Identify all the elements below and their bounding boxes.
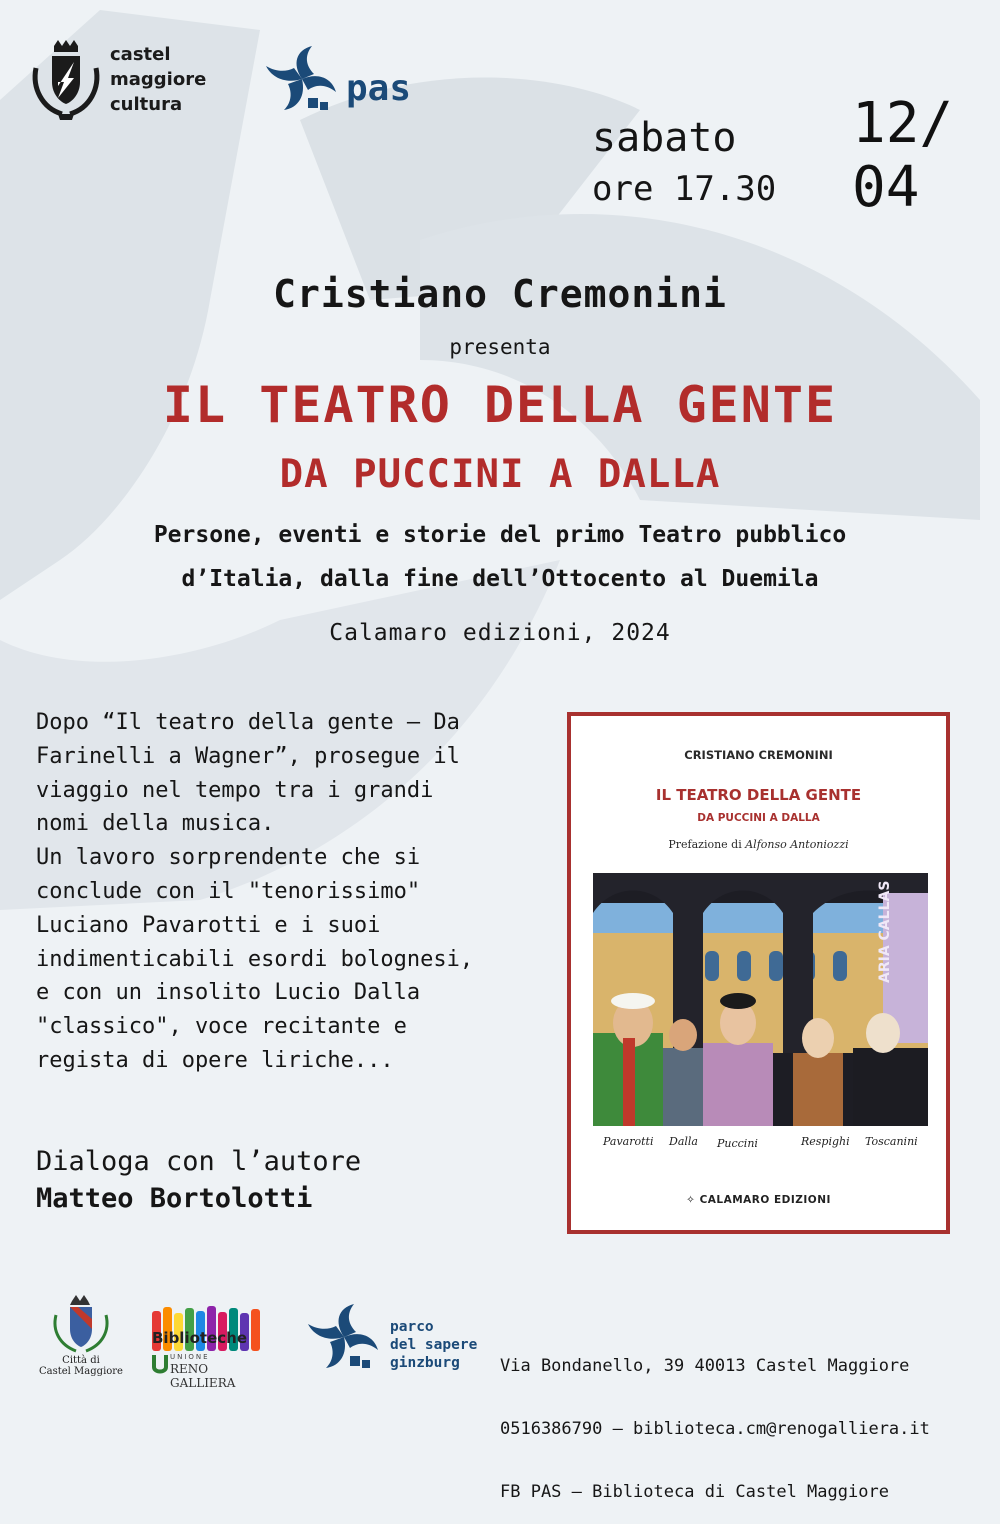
city-caption-1: Città di <box>62 1355 100 1366</box>
pas-text-del-sapere: del sapere <box>390 1337 478 1353</box>
author-name: Cristiano Cremonini <box>273 272 727 316</box>
calamaro-icon: ✧ <box>686 1194 696 1206</box>
book-description <box>0 513 1000 601</box>
logo-text-castel: castel <box>110 44 171 65</box>
publisher-line: Calamaro edizioni, 2024 <box>329 620 671 646</box>
description-line-1: Persone, eventi e storie del primo Teatro pubblico <box>153 522 847 548</box>
crest-icon <box>28 38 104 122</box>
description-line-2: d’Italia, dalla fine dell’Ottocento al Duemila <box>181 566 819 592</box>
signature-respighi: Respighi <box>801 1135 850 1148</box>
logo-text-cultura: cultura <box>110 94 183 115</box>
cover-signatures <box>593 1128 928 1154</box>
cover-publisher <box>571 1194 946 1206</box>
cover-title: IL TEATRO DELLA GENTE <box>655 786 862 804</box>
unione-text: UNIONE <box>170 1353 210 1361</box>
event-date <box>852 92 953 220</box>
signature-dalla: Dalla <box>669 1135 698 1148</box>
pas-logo <box>262 44 432 114</box>
pas-text-ginzburg: ginzburg <box>390 1355 460 1371</box>
signature-toscanini: Toscanini <box>865 1135 918 1148</box>
event-time: ore 17.30 <box>592 169 777 209</box>
parco-del-sapere-logo <box>304 1302 494 1372</box>
cover-illustration <box>593 873 928 1126</box>
unione-u-icon <box>152 1355 168 1375</box>
event-day: sabato <box>592 115 737 161</box>
contact-info <box>500 1314 930 1524</box>
address-line: Via Bondanello, 39 40013 Castel Maggiore <box>500 1356 910 1376</box>
event-date-day: 12/ <box>852 91 954 156</box>
book-title: IL TEATRO DELLA GENTE <box>162 376 838 434</box>
cover-preface-label: Prefazione di <box>668 838 742 851</box>
cover-preface-author: Alfonso Antoniozzi <box>745 838 849 851</box>
biblioteche-reno-galliera-logo <box>150 1305 262 1390</box>
logo-text-maggiore: maggiore <box>110 69 207 90</box>
book-cover <box>567 712 950 1234</box>
pas-text-parco: parco <box>390 1319 434 1335</box>
signature-pavarotti: Pavarotti <box>603 1135 654 1148</box>
cover-publisher-text: CALAMARO EDIZIONI <box>699 1194 831 1206</box>
event-date-month: 04 <box>852 155 920 220</box>
cover-subtitle: DA PUCCINI A DALLA <box>697 812 820 824</box>
cover-poster-text: ARIA CALLAS <box>877 880 893 983</box>
moderator-name: Matteo Bortolotti <box>36 1183 313 1214</box>
phone-email-line: 0516386790 – biblioteca.cm@renogalliera.it <box>500 1419 930 1439</box>
biblioteche-text: Biblioteche <box>152 1329 247 1347</box>
pas-logo-text: pas <box>346 68 412 109</box>
event-description: Dopo “Il teatro della gente – Da Farinelli a Wagner”, prosegue il viaggio nel tempo tra i grandi nomi della musica. Un lavoro sorprendente che si conclude con il "tenorissimo" Luciano Pavarotti e i suoi indimenticabili esordi bolognesi, e con un insolito Lucio Dalla "classico", voce recitante e regista di opere liriche... <box>36 710 474 1073</box>
signature-puccini: Puccini <box>717 1137 758 1150</box>
presents-label: presenta <box>449 335 551 359</box>
cover-preface <box>571 838 946 851</box>
dialogue-label: Dialoga con l’autore <box>36 1146 362 1177</box>
book-subtitle: DA PUCCINI A DALLA <box>279 452 721 497</box>
pas-swirl-icon-footer <box>304 1302 384 1372</box>
castel-maggiore-cultura-logo <box>28 38 218 122</box>
city-crest-icon <box>36 1295 126 1355</box>
facebook-line: FB PAS – Biblioteca di Castel Maggiore <box>500 1482 889 1502</box>
cover-author: CRISTIANO CREMONINI <box>684 748 833 762</box>
citta-castel-maggiore-logo <box>36 1295 126 1383</box>
pas-swirl-icon <box>262 44 342 114</box>
reno-galliera-text: RENO GALLIERA <box>170 1362 236 1390</box>
city-caption-2: Castel Maggiore <box>39 1366 123 1377</box>
